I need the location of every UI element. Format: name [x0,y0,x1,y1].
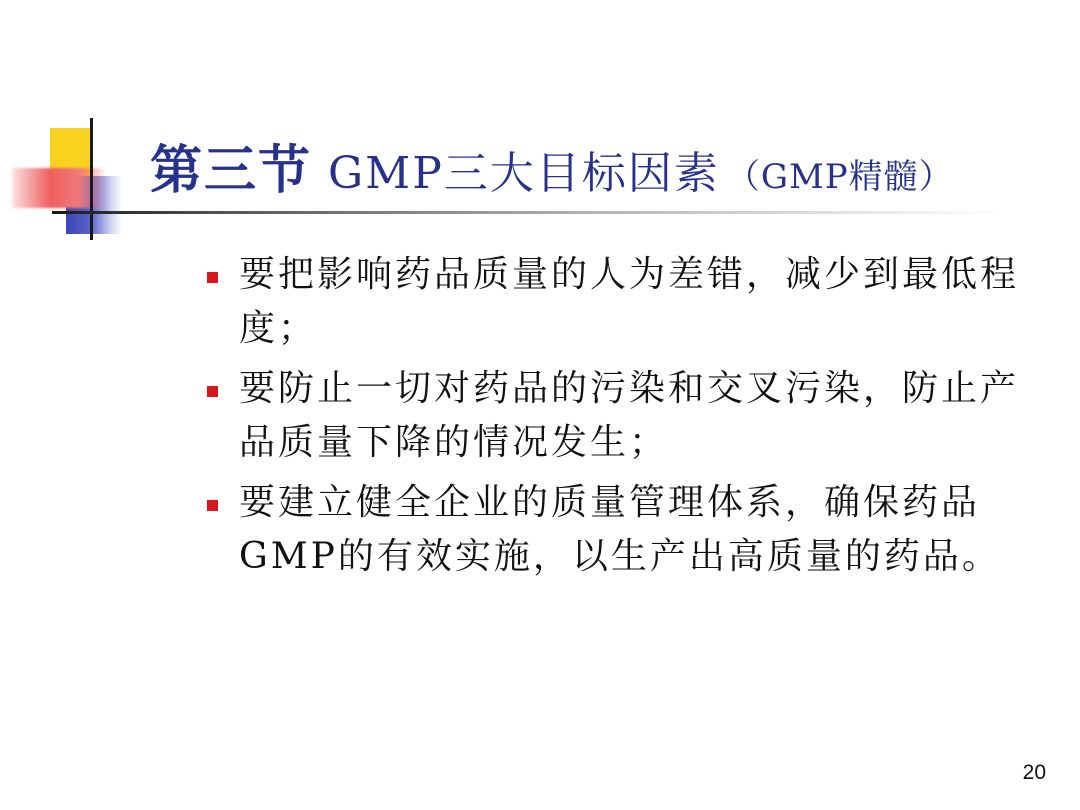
page-number: 20 [1022,761,1046,784]
title-parenthetical: （GMP精髓） [725,157,954,197]
bullet-square-icon [207,500,218,511]
bullet-item [207,362,1047,470]
bullet-text: 要防止一切对药品的污染和交叉污染，防止产品质量下降的情况发生； [239,368,1020,463]
bullet-square-icon [207,272,218,283]
title-section-label: 第三节 [150,140,313,201]
bullet-text: 要建立健全企业的质量管理体系，确保药品GMP的有效实施，以生产出高质量的药品。 [239,482,1001,577]
decorative-vertical-line [90,118,93,240]
bullet-item [207,248,1047,356]
bullet-list [207,248,1047,590]
bullet-text: 要把影响药品质量的人为差错，减少到最低程度； [239,254,1020,349]
bullet-item [207,476,1047,584]
slide-title [150,128,954,201]
title-underline [52,211,1002,214]
bullet-square-icon [207,386,218,397]
title-topic: GMP三大目标因素 [328,148,720,199]
